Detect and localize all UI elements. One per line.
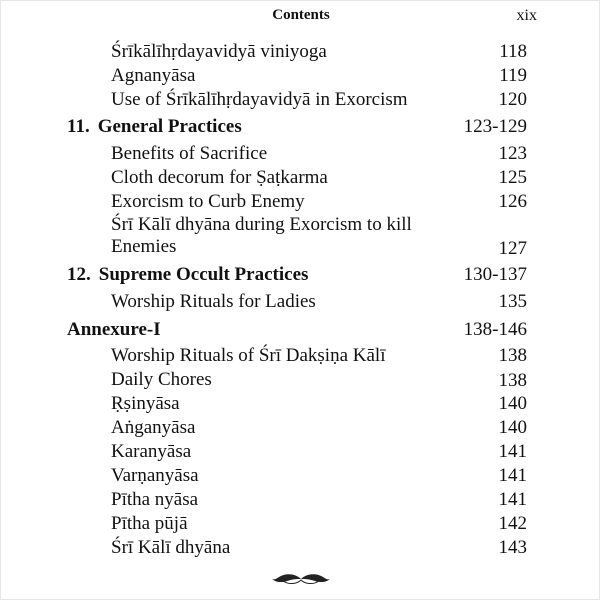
toc-entry-page: 143 (498, 537, 527, 558)
toc-entry-text: Daily Chores (111, 369, 212, 390)
running-header-title: Contents (272, 7, 330, 23)
toc-entry-page: 126 (498, 191, 527, 212)
toc-entry-page: 141 (498, 489, 527, 510)
toc-entry-text: Pītha pūjā (111, 513, 188, 534)
toc-entry-page: 138 (498, 345, 527, 366)
toc-chapter-heading (67, 116, 242, 138)
toc-chapter-heading (67, 264, 308, 286)
toc-entry-page: 123 (498, 143, 527, 164)
toc-entry-text: Śrīkālīhṛdayavidyā viniyoga (111, 41, 327, 62)
toc-entry-text: Aṅganyāsa (111, 417, 196, 438)
toc-entry-text: Exorcism to Curb Enemy (111, 191, 305, 212)
toc-entry-page: 141 (498, 441, 527, 462)
toc-entry-text: Enemies (111, 236, 177, 257)
toc-chapter-page-range: 123-129 (463, 116, 527, 137)
toc-annexure-page-range: 138-146 (463, 319, 527, 340)
toc-entry-text: Varṇanyāsa (111, 465, 199, 486)
toc-entry-text: Agnanyāsa (111, 65, 196, 86)
toc-entry-page: 118 (499, 41, 527, 62)
toc-entry-text: Use of Śrīkālīhṛdayavidyā in Exorcism (111, 89, 408, 110)
chapter-title: Supreme Occult Practices (98, 264, 309, 285)
toc-entry-text: Śrī Kālī dhyāna during Exorcism to kill (111, 214, 412, 235)
ornament-flourish-icon (271, 571, 331, 587)
toc-entry-page: 138 (498, 370, 527, 391)
running-header-page-number: xix (516, 7, 537, 24)
toc-entry-page: 120 (498, 89, 527, 110)
toc-entry-text: Ṛṣinyāsa (111, 393, 180, 414)
chapter-title: General Practices (97, 116, 242, 137)
toc-entry-text: Śrī Kālī dhyāna (111, 537, 231, 558)
chapter-number: 11. (67, 116, 90, 137)
toc-entry-page: 142 (498, 513, 527, 534)
toc-entry-page: 125 (498, 167, 527, 188)
toc-entry-text: Benefits of Sacrifice (111, 143, 268, 164)
toc-entry-text: Worship Rituals of Śrī Dakṣiṇa Kālī (111, 345, 386, 366)
toc-entry-page: 135 (498, 291, 527, 312)
toc-chapter-page-range: 130-137 (463, 264, 527, 285)
toc-entry-text: Worship Rituals for Ladies (111, 291, 316, 312)
toc-annexure-heading: Annexure-I (67, 319, 161, 340)
chapter-number: 12. (67, 264, 91, 285)
toc-entry-page: 127 (498, 238, 527, 259)
toc-entry-page: 141 (498, 465, 527, 486)
toc-entry-text: Karanyāsa (111, 441, 192, 462)
toc-entry-text: Cloth decorum for Ṣaṭkarma (111, 167, 328, 188)
toc-entry-text: Pītha nyāsa (111, 489, 199, 510)
toc-entry-page: 140 (498, 417, 527, 438)
toc-entry-page: 140 (498, 393, 527, 414)
toc-entry-page: 119 (499, 65, 527, 86)
